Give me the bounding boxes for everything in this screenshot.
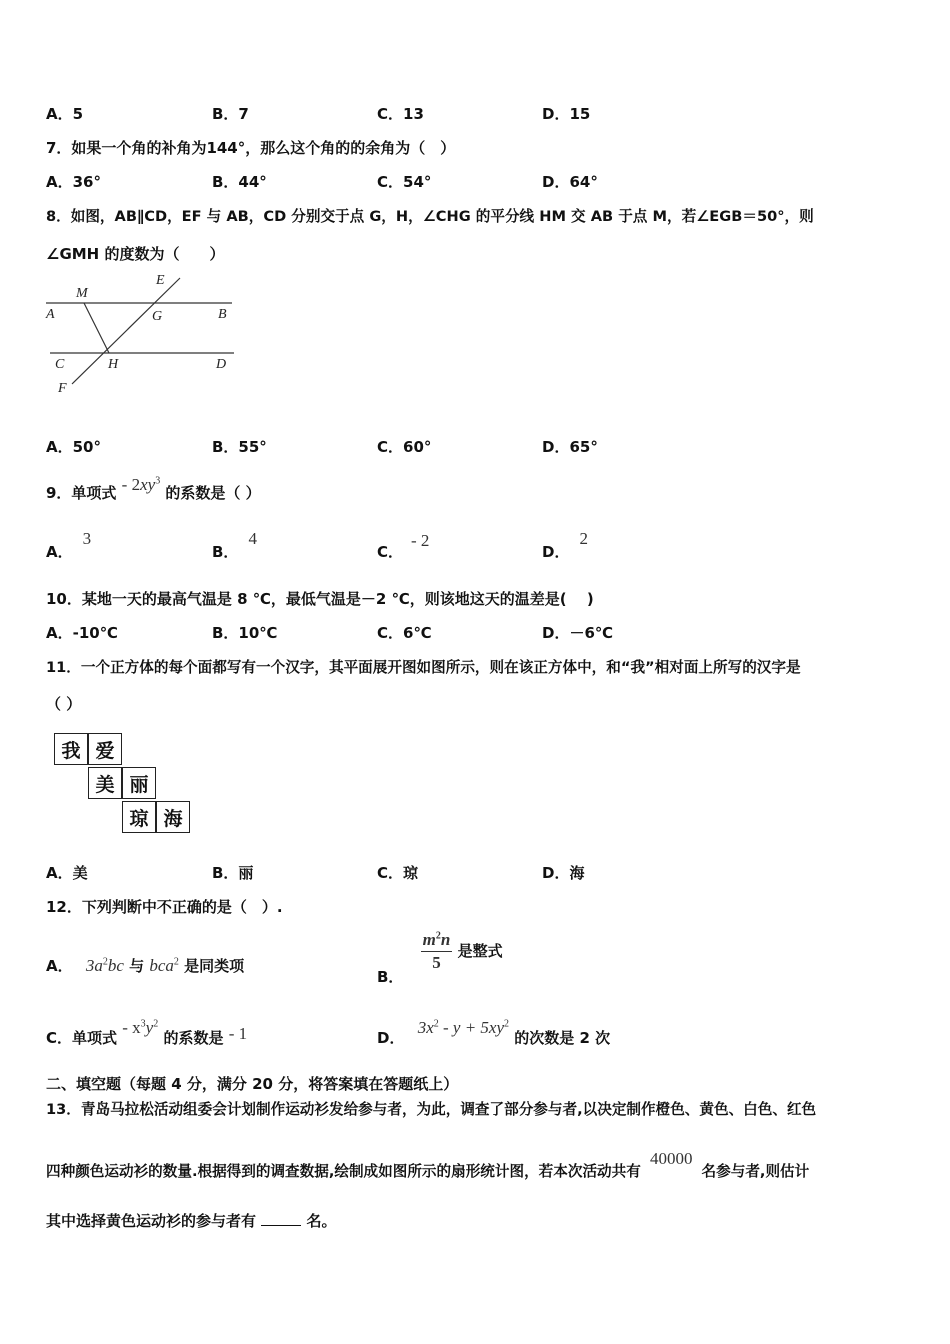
q11-option-b: B．丽 bbox=[212, 864, 254, 882]
q6-option-a: A．5 bbox=[46, 105, 84, 123]
q6-option-b: B．7 bbox=[212, 105, 249, 123]
label-c: C bbox=[55, 357, 65, 372]
q7-stem: 7．如果一个角的补角为144°，那么这个角的的余角为（ ） bbox=[46, 139, 456, 157]
q12-stem: 12．下列判断中不正确的是（ ）. bbox=[46, 898, 283, 916]
label-h: H bbox=[108, 357, 119, 372]
answer-blank[interactable] bbox=[261, 1211, 301, 1226]
line-hm bbox=[84, 303, 109, 353]
q13-line1: 13．青岛马拉松活动组委会计划制作运动衫发给参与者，为此，调查了部分参与者,以决定制作橙色、黄色、白色、红色 bbox=[46, 1101, 817, 1118]
q10-stem: 10．某地一天的最高气温是 8 ℃，最低气温是－2 ℃，则该地这天的温差是( ) bbox=[46, 590, 594, 608]
q8-stem-line1: 8．如图，AB∥CD，EF 与 AB，CD 分别交于点 G，H，∠CHG 的平分线 HM 交 AB 于点 M，若∠EGB＝50°，则 bbox=[46, 208, 814, 225]
q7-option-d: D．64° bbox=[542, 173, 598, 191]
q9-option-c: C．- 2 bbox=[377, 531, 430, 561]
q6-option-c: C．13 bbox=[377, 105, 424, 123]
q8-option-a: A．50° bbox=[46, 438, 101, 456]
q13-line3: 其中选择黄色运动衫的参与者有 名。 bbox=[46, 1212, 337, 1230]
q7-option-c: C．54° bbox=[377, 173, 432, 191]
label-b: B bbox=[218, 307, 227, 322]
q11-option-a: A．美 bbox=[46, 864, 88, 882]
q9-stem-prefix: 9．单项式 bbox=[46, 484, 117, 502]
q6-option-d: D．15 bbox=[542, 105, 591, 123]
net-cell-1: 我 bbox=[54, 733, 88, 765]
label-g: G bbox=[152, 309, 163, 324]
q9-stem-suffix: 的系数是（ ） bbox=[165, 484, 261, 502]
net-cell-2: 爱 bbox=[88, 733, 122, 765]
q11-option-c: C．琼 bbox=[377, 864, 419, 882]
q12-option-d: D． $3x^2 - y + 5xy^2$ 的次数是 2 次 bbox=[377, 1018, 611, 1047]
label-a: A bbox=[46, 307, 55, 322]
net-cell-6: 海 bbox=[156, 801, 190, 833]
q8-figure bbox=[40, 270, 240, 400]
q8-stem-line2: ∠GMH 的度数为（ ） bbox=[46, 245, 225, 263]
q11-stem-line1: 11．一个正方体的每个面都写有一个汉字，其平面展开图如图所示，则在该正方体中，和“我”相对面上所写的汉字是 bbox=[46, 659, 801, 676]
q7-option-b: B．44° bbox=[212, 173, 267, 191]
q9-option-a: A．3 bbox=[46, 529, 92, 561]
label-d: D bbox=[216, 357, 227, 372]
q10-option-a: A．-10℃ bbox=[46, 624, 118, 642]
section2-heading: 二、填空题（每题 4 分，满分 20 分，将答案填在答题纸上） bbox=[46, 1075, 459, 1093]
net-cell-4: 丽 bbox=[122, 767, 156, 799]
q9-stem bbox=[46, 475, 261, 503]
q9-option-d: D．2 bbox=[542, 529, 588, 561]
q7-option-a: A．36° bbox=[46, 173, 101, 191]
q10-option-c: C．6℃ bbox=[377, 624, 432, 642]
q11-option-d: D．海 bbox=[542, 864, 585, 882]
q9-option-b: B．4 bbox=[212, 529, 257, 561]
q12-option-c: C．单项式 - $x^3y^2$ 的系数是 - 1 bbox=[46, 1018, 248, 1047]
q8-option-d: D．65° bbox=[542, 438, 598, 456]
q12-option-a: A． $3a^2bc$ 与 bca$^2$ 是同类项 bbox=[46, 956, 245, 975]
q8-option-b: B．55° bbox=[212, 438, 267, 456]
q8-option-c: C．60° bbox=[377, 438, 432, 456]
label-e: E bbox=[156, 273, 165, 288]
net-cell-3: 美 bbox=[88, 767, 122, 799]
q10-option-b: B．10℃ bbox=[212, 624, 278, 642]
q11-stem-line2: （ ） bbox=[46, 695, 82, 713]
q9-expression: - $2xy^3$ bbox=[121, 475, 161, 494]
label-m: M bbox=[76, 286, 88, 301]
line-ef bbox=[72, 278, 180, 384]
label-f: F bbox=[58, 381, 67, 396]
q10-option-d: D．－6℃ bbox=[542, 624, 614, 642]
q12-option-b: B． $\frac{m^2n}{5}$ 是整式 bbox=[377, 930, 503, 986]
net-cell-5: 琼 bbox=[122, 801, 156, 833]
q13-line2: 四种颜色运动衫的数量.根据得到的调查数据,绘制成如图所示的扇形统计图，若本次活动共有 40000 名参与者,则估计 bbox=[46, 1149, 810, 1180]
